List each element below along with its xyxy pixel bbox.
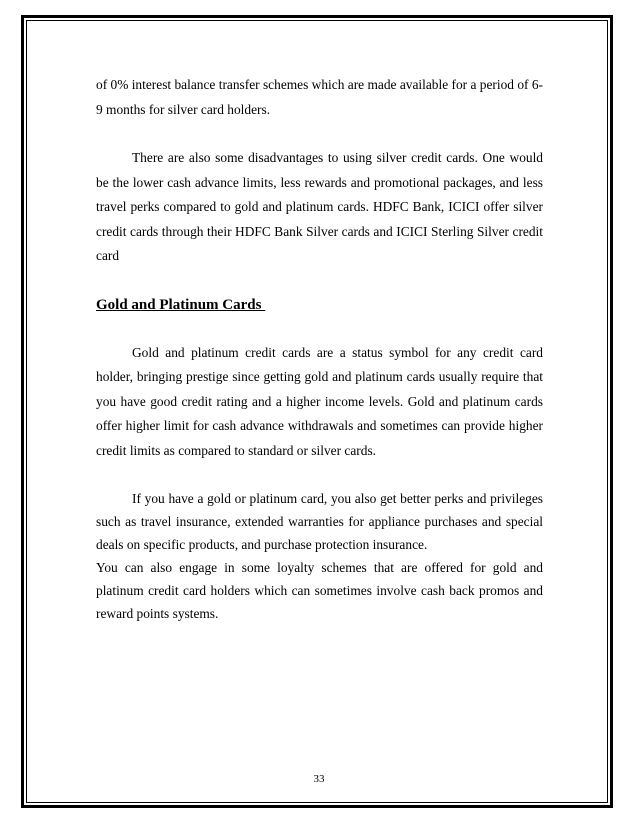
paragraph-silver-disadvantages: There are also some disadvantages to using silver credit cards. One would be the lower cash advance limits, less rewards and promotional packages, and less travel perks compared to gold and platinum cards. HDFC Bank, ICICI offer silver credit cards through their HDFC Bank Silver cards and ICICI Sterling Silver credit card (96, 150, 543, 263)
section-heading: Gold and Platinum Cards (96, 296, 266, 313)
spacer (96, 122, 543, 146)
page-number: 33 (313, 773, 325, 785)
spacer (96, 463, 543, 487)
paragraph-gold-platinum-intro: Gold and platinum credit cards are a status symbol for any credit card holder, bringing prestige since getting gold and platinum cards usually require that you have good credit rating and a higher income levels. Gold and platinum cards offer higher limit for cash advance withdrawals and sometimes can provide higher credit limits as compared to standard or silver cards. (96, 344, 543, 458)
spacer (96, 317, 543, 341)
paragraph-balance-transfer: of 0% interest balance transfer schemes which are made available for a period of 6-9 months for silver card holders. (96, 77, 543, 117)
document-body (96, 73, 543, 625)
paragraph-loyalty: You can also engage in some loyalty schemes that are offered for gold and platinum credit card holders which can sometimes involve cash back promos and reward points systems. (96, 560, 543, 621)
spacer (96, 269, 543, 293)
paragraph-perks: If you have a gold or platinum card, you also get better perks and privileges such as travel insurance, extended warranties for appliance purchases and special deals on specific products, and purchase protection insurance. (96, 491, 543, 552)
